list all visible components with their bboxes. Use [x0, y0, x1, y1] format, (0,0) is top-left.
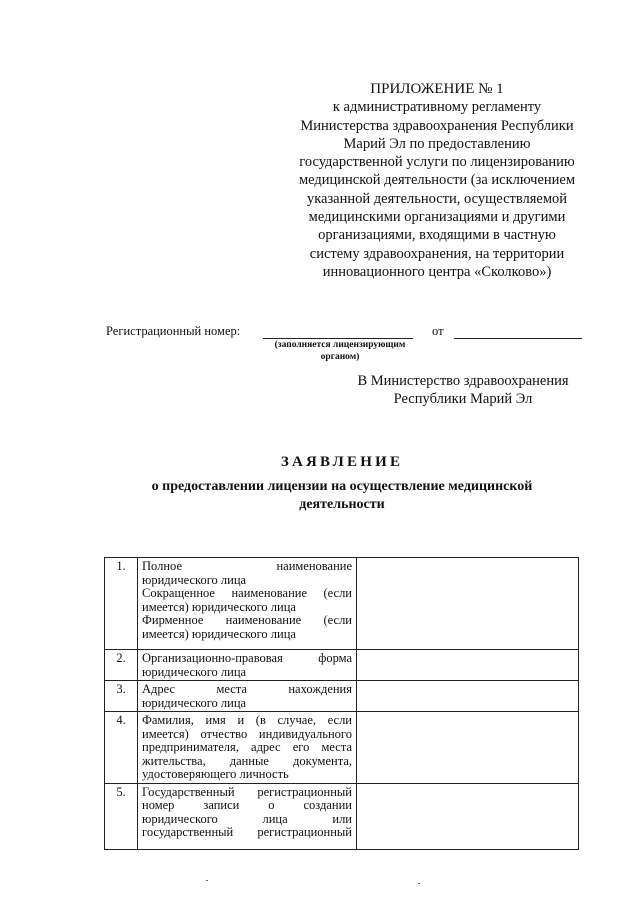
appendix-line: медицинскими организациями и другими [308, 209, 566, 226]
appendix-line: инновационного центра «Сколково») [322, 263, 552, 280]
row-description [138, 558, 357, 650]
row-description [138, 783, 357, 849]
row-description [138, 681, 357, 712]
row-description-line: имеется) отчество индивидуального [142, 726, 352, 741]
registration-note [262, 339, 418, 363]
row-number: 4. [105, 712, 138, 784]
row-description-line: Сокращенное наименование (если [142, 586, 352, 600]
row-description-line: Фирменное наименование (если [142, 613, 352, 627]
row-description-line: удостоверяющего личность [142, 767, 289, 781]
row-description-line: жительства, данные документа, [142, 753, 352, 768]
appendix-line: организациями, входящими в частную [318, 227, 556, 244]
recipient-line: Республики Марий Эл [393, 391, 533, 407]
document-subtitle-line: деятельности [299, 497, 385, 512]
appendix-line: к административному регламенту [332, 99, 542, 116]
document-subtitle-line: о предоставлении лицензии на осуществление медицинской [151, 479, 533, 494]
application-form-table [104, 557, 579, 850]
recipient-block [336, 372, 590, 408]
row-description-line: Фамилия, имя и (в случае, если [142, 713, 352, 727]
row-value-cell[interactable] [357, 712, 579, 784]
registration-from-label: от [432, 324, 444, 338]
row-number: 3. [105, 681, 138, 712]
row-number: 5. [105, 783, 138, 849]
table-row [105, 681, 579, 712]
row-description-line: Государственный регистрационный [142, 784, 352, 799]
appendix-title: ПРИЛОЖЕНИЕ № 1 [370, 81, 504, 97]
row-description-line: имеется) юридического лица [142, 599, 296, 614]
scan-speck [206, 880, 208, 881]
row-description-line: предпринимателя, адрес его места [142, 740, 352, 754]
row-number: 2. [105, 650, 138, 681]
recipient-line: В Министерство здравоохранения [357, 373, 569, 389]
appendix-line: систему здравоохранения, на территории [309, 245, 565, 262]
row-description-line: юридического лица [142, 664, 247, 679]
row-value-cell[interactable] [357, 783, 579, 849]
document-subtitle [120, 478, 564, 514]
registration-label: Регистрационный номер: [106, 324, 241, 338]
appendix-line: медицинской деятельности (за исключением [298, 172, 576, 189]
appendix-line: Министерства здравоохранения Республики [300, 117, 574, 134]
table-row [105, 712, 579, 784]
row-description-line: юридического лица [142, 695, 247, 710]
table-row [105, 650, 579, 681]
row-description-line: юридического лица или [142, 811, 352, 826]
row-value-cell[interactable] [357, 558, 579, 650]
row-description-line: государственный регистрационный [142, 825, 352, 839]
row-description [138, 712, 357, 784]
row-value-cell[interactable] [357, 650, 579, 681]
table-row [105, 783, 579, 849]
scan-speck [418, 883, 420, 884]
row-description-line: номер записи о создании [142, 798, 352, 812]
appendix-line: государственной услуги по лицензированию [299, 154, 575, 171]
row-number: 1. [105, 558, 138, 650]
table-row [105, 558, 579, 650]
appendix-header [282, 80, 592, 281]
document-title: ЗАЯВЛЕНИЕ [280, 454, 404, 470]
row-value-cell[interactable] [357, 681, 579, 712]
registration-note-line: (заполняется лицензирующим [274, 340, 406, 350]
row-description-line: Полное наименование [142, 559, 352, 573]
registration-note-line: органом) [320, 352, 360, 362]
row-description-line: Организационно-правовая форма [142, 651, 352, 665]
appendix-line: Марий Эл по предоставлению [343, 135, 531, 152]
row-description [138, 650, 357, 681]
registration-date-field [454, 338, 582, 339]
row-description-line: имеется) юридического лица [142, 626, 296, 641]
row-description-line: Адрес места нахождения [142, 682, 352, 696]
appendix-line: указанной деятельности, осуществляемой [306, 190, 568, 207]
row-description-line: юридического лица [142, 572, 247, 587]
